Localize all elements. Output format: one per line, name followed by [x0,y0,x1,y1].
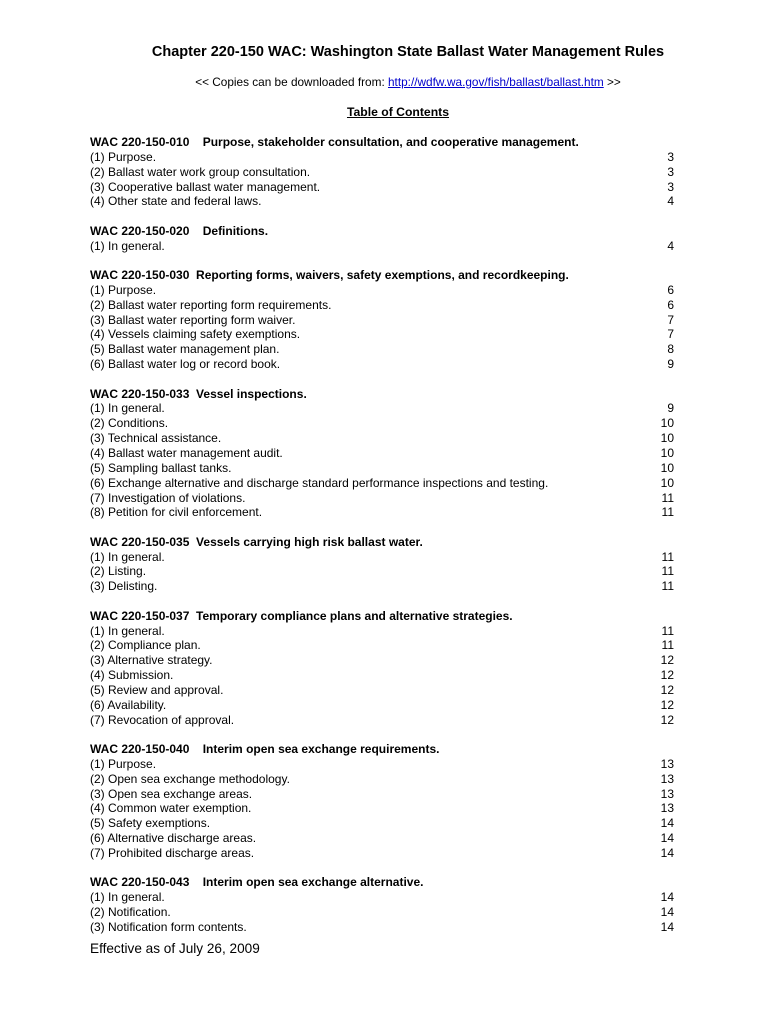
toc-entry-label: (1) In general. [90,401,165,416]
toc-entry[interactable] [90,327,674,342]
section-heading-label: WAC 220-150-020 Definitions. [90,223,269,238]
toc-entry-label: (4) Common water exemption. [90,801,252,816]
toc-entry[interactable] [90,713,674,728]
toc-entry-label: (2) Notification. [90,905,171,920]
toc-entry[interactable] [90,757,674,772]
toc-entry[interactable] [90,550,674,565]
toc-entry-page: 4 [667,238,674,253]
toc-entry-label: (4) Other state and federal laws. [90,194,262,209]
toc-entry-label: (3) Delisting. [90,579,158,594]
toc-entry[interactable] [90,298,674,313]
toc-entry[interactable] [90,890,674,905]
toc-entry[interactable] [90,431,674,446]
toc-entry[interactable] [90,831,674,846]
toc-entry-label: (1) Purpose. [90,756,157,771]
toc-entry[interactable] [90,357,674,372]
toc-section [90,387,674,521]
section-heading[interactable] [90,224,674,239]
section-heading[interactable] [90,875,674,890]
toc-section [90,609,674,728]
toc-entry-label: (4) Vessels claiming safety exemptions. [90,327,301,342]
section-heading-label: WAC 220-150-033 Vessel inspections. [90,386,307,401]
toc-entry-page: 12 [660,668,674,683]
toc-entry[interactable] [90,579,674,594]
toc-entry[interactable] [90,313,674,328]
toc-entry[interactable] [90,653,674,668]
toc-entry-label: (2) Ballast water work group consultation. [90,164,311,179]
toc-entry-label: (4) Ballast water management audit. [90,445,283,460]
toc-entry-page: 12 [660,682,674,697]
toc-entry-page: 11 [661,579,674,594]
toc-entry-label: (5) Ballast water management plan. [90,342,280,357]
document-title: Chapter 220-150 WAC: Washington State Ballast Water Management Rules [151,44,665,60]
toc-entry-label: (6) Exchange alternative and discharge standard performance inspections and testing. [90,475,549,490]
toc-entry-page: 13 [660,786,674,801]
toc-entry[interactable] [90,446,674,461]
copies-note [0,75,768,89]
toc-entry-page: 7 [667,327,674,342]
toc-entry-label: (8) Petition for civil enforcement. [90,505,263,520]
table-of-contents [90,135,674,949]
toc-entry-label: (6) Availability. [90,697,167,712]
toc-entry[interactable] [90,772,674,787]
section-heading[interactable] [90,387,674,402]
toc-entry[interactable] [90,920,674,935]
toc-entry[interactable] [90,476,674,491]
toc-entry-label: (3) Notification form contents. [90,919,247,934]
toc-entry[interactable] [90,505,674,520]
toc-section [90,268,674,372]
toc-entry-label: (3) Ballast water reporting form waiver. [90,312,296,327]
toc-entry-page: 11 [661,490,674,505]
section-heading-label: WAC 220-150-037 Temporary compliance plans and alternative strategies. [90,608,513,623]
toc-section [90,742,674,861]
section-heading[interactable] [90,609,674,624]
toc-entry-page: 11 [661,623,674,638]
toc-entry-label: (1) Purpose. [90,149,157,164]
toc-entry[interactable] [90,564,674,579]
section-heading-label: WAC 220-150-035 Vessels carrying high risk ballast water. [90,534,423,549]
toc-entry-page: 12 [660,697,674,712]
section-heading-label: WAC 220-150-040 Interim open sea exchange requirements. [90,742,440,757]
toc-entry-page: 10 [660,431,674,446]
toc-entry[interactable] [90,180,674,195]
toc-entry-label: (1) In general. [90,890,165,905]
toc-entry-label: (2) Compliance plan. [90,638,201,653]
toc-entry-page: 14 [660,831,674,846]
toc-entry[interactable] [90,401,674,416]
toc-entry[interactable] [90,801,674,816]
toc-entry[interactable] [90,283,674,298]
section-heading[interactable] [90,535,674,550]
toc-entry[interactable] [90,416,674,431]
toc-entry[interactable] [90,194,674,209]
toc-entry-label: (1) In general. [90,549,165,564]
toc-entry-page: 13 [660,771,674,786]
toc-entry-page: 3 [667,179,674,194]
toc-section [90,875,674,934]
toc-entry-label: (5) Sampling ballast tanks. [90,460,232,475]
toc-entry[interactable] [90,342,674,357]
toc-entry[interactable] [90,165,674,180]
toc-entry-label: (6) Alternative discharge areas. [90,831,257,846]
toc-entry-label: (5) Review and approval. [90,682,224,697]
toc-entry-label: (7) Prohibited discharge areas. [90,846,255,860]
toc-entry-page: 14 [660,816,674,831]
toc-entry-page: 14 [660,846,674,860]
toc-entry-page: 10 [660,416,674,431]
copies-suffix: >> [603,75,621,89]
toc-entry-label: (1) In general. [90,238,165,253]
toc-entry[interactable] [90,638,674,653]
toc-section [90,135,674,209]
toc-entry-label: (1) In general. [90,623,165,638]
toc-entry-label: (5) Safety exemptions. [90,816,211,831]
toc-entry-label: (6) Ballast water log or record book. [90,357,281,372]
toc-entry-page: 3 [667,164,674,179]
toc-section [90,535,674,594]
toc-entry-label: (2) Listing. [90,564,147,579]
toc-entry[interactable] [90,239,674,254]
toc-entry-page: 7 [667,312,674,327]
toc-entry-page: 12 [660,653,674,668]
toc-entry-page: 10 [660,460,674,475]
toc-entry-label: (1) Purpose. [90,282,157,297]
toc-entry-page: 14 [660,890,674,905]
toc-entry[interactable] [90,698,674,713]
toc-entry-page: 3 [667,149,674,164]
toc-entry[interactable] [90,491,674,506]
toc-entry-page: 14 [660,919,674,934]
footer-effective-date: Effective as of July 26, 2009 [90,941,260,956]
download-link[interactable]: http://wdfw.wa.gov/fish/ballast/ballast.htm [388,75,604,89]
toc-entry[interactable] [90,461,674,476]
toc-entry-label: (3) Open sea exchange areas. [90,786,253,801]
toc-entry-label: (2) Conditions. [90,416,169,431]
section-heading[interactable] [90,742,674,757]
toc-entry-page: 10 [660,475,674,490]
toc-entry-page: 9 [667,401,674,416]
section-heading-label: WAC 220-150-030 Reporting forms, waivers, safety exemptions, and recordkeeping. [90,268,569,283]
toc-entry[interactable] [90,905,674,920]
toc-entry[interactable] [90,668,674,683]
section-heading[interactable] [90,268,674,283]
toc-entry[interactable] [90,624,674,639]
toc-entry[interactable] [90,683,674,698]
section-heading-label: WAC 220-150-043 Interim open sea exchange alternative. [90,875,424,890]
toc-entry-label: (2) Ballast water reporting form requirements. [90,297,332,312]
toc-entry-page: 12 [660,712,674,727]
toc-entry-page: 13 [660,756,674,771]
toc-entry-label: (3) Cooperative ballast water management. [90,179,321,194]
toc-entry-label: (3) Alternative strategy. [90,653,213,668]
toc-entry-page: 11 [661,549,674,564]
copies-prefix: << Copies can be downloaded from: [195,75,388,89]
toc-heading: Table of Contents [346,105,449,119]
toc-entry-page: 14 [660,905,674,920]
toc-entry-label: (3) Technical assistance. [90,431,222,446]
toc-entry-page: 11 [661,505,674,520]
toc-entry-page: 10 [660,445,674,460]
toc-entry-page: 4 [667,194,674,209]
toc-entry-page: 6 [667,297,674,312]
toc-entry-label: (7) Revocation of approval. [90,712,235,727]
toc-entry-page: 11 [661,564,674,579]
toc-entry[interactable] [90,816,674,831]
toc-entry-page: 13 [660,801,674,816]
toc-entry-page: 9 [667,357,674,372]
toc-entry[interactable] [90,846,674,861]
toc-entry-label: (7) Investigation of violations. [90,490,246,505]
toc-entry[interactable] [90,150,674,165]
toc-entry-page: 11 [661,638,674,653]
toc-entry-label: (2) Open sea exchange methodology. [90,771,290,786]
toc-entry-page: 6 [667,282,674,297]
toc-section [90,224,674,254]
toc-entry-page: 8 [667,342,674,357]
section-heading-label: WAC 220-150-010 Purpose, stakeholder consultation, and cooperative management. [90,135,579,149]
section-heading[interactable] [90,135,674,150]
toc-entry-label: (4) Submission. [90,668,174,683]
toc-entry[interactable] [90,787,674,802]
